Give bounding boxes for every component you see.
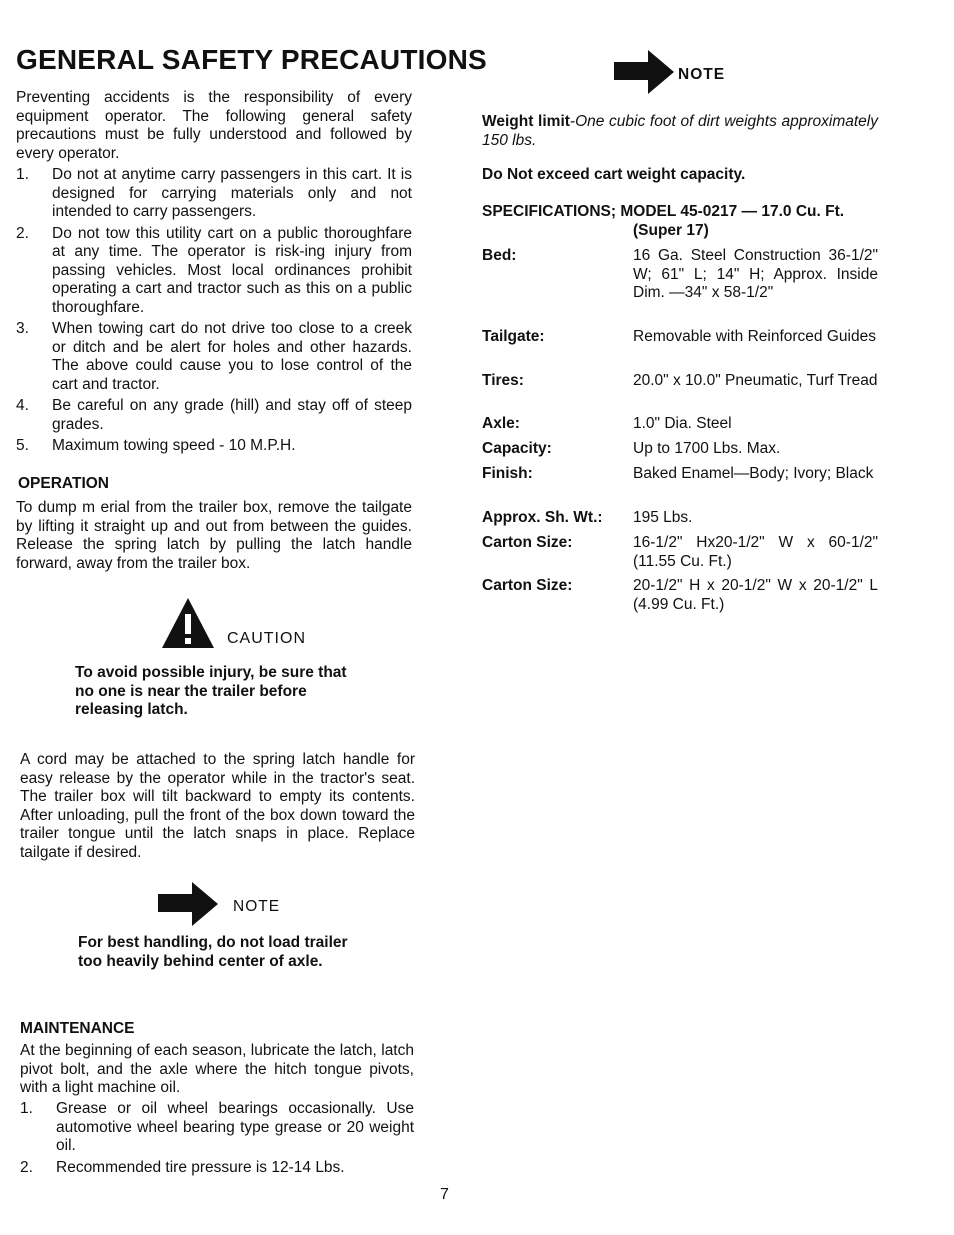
weight-limit-detail: -One cubic foot of dirt weights approximately 150 lbs. <box>482 113 878 149</box>
list-text: Do not tow this utility cart on a public thoroughfare at any time. The operator is risk-ing injury from passing vehicles. Most local ordinances prohibit operating a cart and tractor such as this on a public thoroughfare. <box>52 224 412 316</box>
spec-value: Removable with Reinforced Guides <box>633 328 876 345</box>
spec-value: 16 Ga. Steel Construction 36-1/2" W; 61" L; 14" H; Approx. Inside Dim. —34" x 58-1/2" <box>633 247 878 301</box>
list-item <box>20 1159 414 1178</box>
maintenance-paragraph: At the beginning of each season, lubricate the latch, latch pivot bolt, and the axle where the hitch tongue pivots, with a light machine oil. <box>20 1042 414 1096</box>
arrow-right-icon <box>158 882 220 931</box>
spec-label: Finish: <box>482 465 533 482</box>
spec-value: 20-1/2" H x 20-1/2" W x 20-1/2" L (4.99 Cu. Ft.) <box>633 577 878 613</box>
list-number: 2. <box>16 224 29 242</box>
list-item <box>16 320 412 394</box>
list-item <box>20 1100 414 1156</box>
maintenance-list <box>20 1100 414 1177</box>
list-number: 3. <box>16 320 29 337</box>
arrow-right-icon <box>614 50 676 99</box>
list-text: Grease or oil wheel bearings occasionally. Use automotive wheel bearing type grease or 20 weight oil. <box>56 1100 414 1154</box>
list-text: Be careful on any grade (hill) and stay off of steep grades. <box>52 397 412 433</box>
cord-paragraph: A cord may be attached to the spring latch handle for easy release by the operator while in the tractor's seat. The trailer box will tilt backward to empty its contents. After unloading, pull the front of the box down toward the trailer tongue until the latch snaps in place. Replace tailgate if desired. <box>20 751 415 861</box>
spec-label: Axle: <box>482 415 520 432</box>
spec-label: Carton Size: <box>482 577 573 594</box>
list-number: 1. <box>20 1100 33 1117</box>
list-text: Do not at anytime carry passengers in this cart. It is designed for carrying materials only and not intended to carry passengers. <box>52 166 412 220</box>
spec-label: Capacity: <box>482 440 552 457</box>
weight-limit-label: Weight limit <box>482 113 570 130</box>
list-number: 5. <box>16 437 29 454</box>
spec-value: Baked Enamel—Body; Ivory; Black <box>633 465 874 482</box>
list-text: Maximum towing speed - 10 M.P.H. <box>52 437 296 454</box>
capacity-warning: Do Not exceed cart weight capacity. <box>482 166 746 183</box>
spec-label: Approx. Sh. Wt.: <box>482 509 603 526</box>
specs-subheading: (Super 17) <box>633 222 709 239</box>
list-item <box>16 437 412 456</box>
spec-value: Up to 1700 Lbs. Max. <box>633 440 781 457</box>
safety-list <box>16 166 412 456</box>
caution-text: To avoid possible injury, be sure that no one is near the trailer before releasing latch. <box>75 664 347 718</box>
list-item <box>16 166 412 222</box>
intro-paragraph: Preventing accidents is the responsibility of every equipment operator. The following general safety precautions must be fully understood and followed by every operator. <box>16 89 412 162</box>
spec-label: Bed: <box>482 247 517 264</box>
list-number: 4. <box>16 397 29 414</box>
spec-label: Tires: <box>482 372 524 389</box>
spec-value: 195 Lbs. <box>633 509 693 526</box>
spec-value: 16-1/2" Hx20-1/2" W x 60-1/2" (11.55 Cu. Ft.) <box>633 534 878 570</box>
operation-heading: OPERATION <box>18 475 109 492</box>
note-label: NOTE <box>678 66 726 83</box>
list-item <box>16 397 412 434</box>
list-number: 1. <box>16 166 29 183</box>
list-number: 2. <box>20 1158 33 1176</box>
list-text: When towing cart do not drive too close to a creek or ditch and be alert for holes and other hazards. The above could cause you to lose control of the cart and tractor. <box>52 320 412 393</box>
page-title: GENERAL SAFETY PRECAUTIONS <box>16 44 487 75</box>
list-item <box>16 225 412 318</box>
note-label: NOTE <box>233 898 281 915</box>
spec-value: 1.0" Dia. Steel <box>633 415 732 432</box>
weight-limit-text <box>482 113 878 150</box>
spec-label: Tailgate: <box>482 328 545 345</box>
page-number: 7 <box>440 1186 449 1203</box>
caution-label: CAUTION <box>227 630 306 647</box>
spec-value: 20.0" x 10.0" Pneumatic, Turf Tread <box>633 372 878 389</box>
list-text: Recommended tire pressure is 12-14 Lbs. <box>56 1158 345 1176</box>
operation-paragraph: To dump m erial from the trailer box, remove the tailgate by lifting it straight up and out from between the guides. Release the spring latch by pulling the latch handle forward, away from the trailer box. <box>16 499 412 572</box>
maintenance-heading: MAINTENANCE <box>20 1020 135 1037</box>
warning-icon <box>160 596 216 655</box>
spec-label: Carton Size: <box>482 534 573 551</box>
specs-heading: SPECIFICATIONS; MODEL 45-0217 — 17.0 Cu. Ft. <box>482 203 845 220</box>
note-text: For best handling, do not load trailer too heavily behind center of axle. <box>78 934 348 970</box>
